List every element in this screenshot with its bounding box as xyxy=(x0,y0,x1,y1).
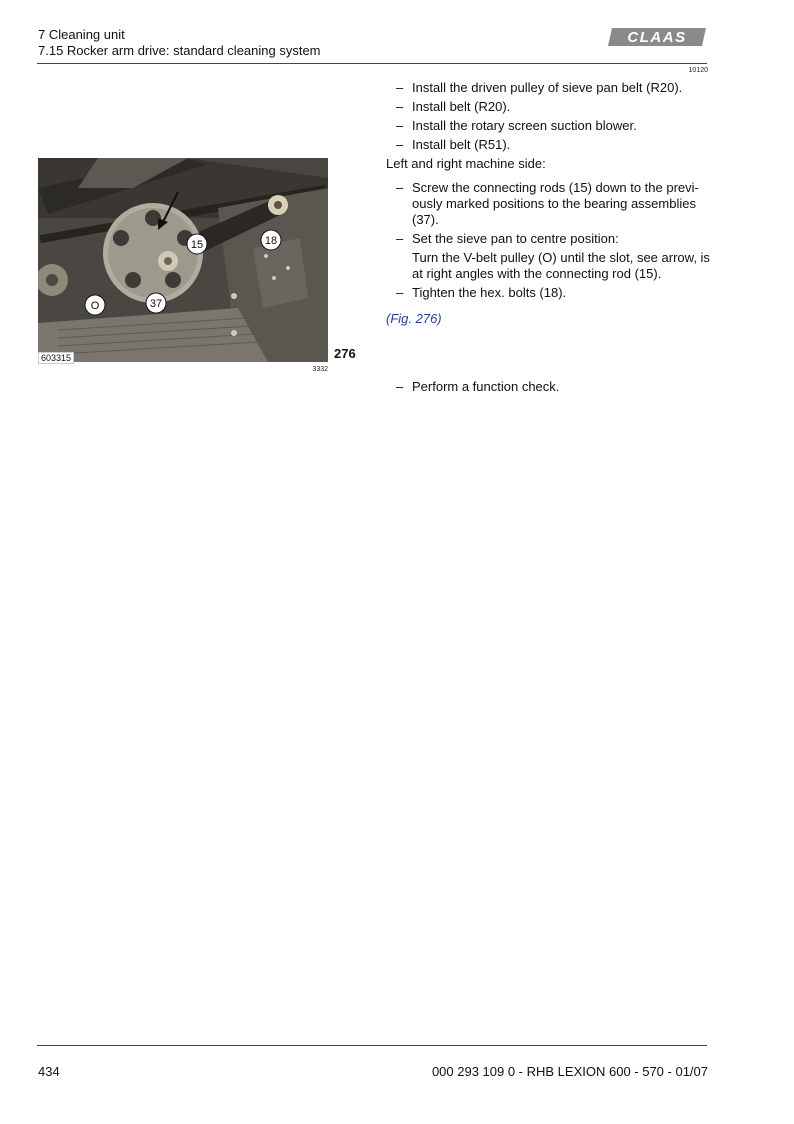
step-item xyxy=(386,80,711,96)
step-text: Set the sieve pan to centre position: xyxy=(412,231,619,246)
callout-37 xyxy=(146,293,166,313)
step-dash: – xyxy=(396,231,404,246)
footer-rule xyxy=(37,1045,707,1046)
step-item xyxy=(386,379,711,395)
step-dash: – xyxy=(396,180,404,195)
page-number: 434 xyxy=(38,1064,60,1079)
figure-photo xyxy=(38,158,328,362)
callout-O xyxy=(85,295,105,315)
callout-37-label: 37 xyxy=(149,298,163,310)
step-text: Perform a function check. xyxy=(412,379,560,394)
step-dash: – xyxy=(396,285,404,300)
header-rule xyxy=(37,63,707,64)
step-dash: – xyxy=(396,99,404,114)
step-item xyxy=(386,180,711,228)
callout-18-label: 18 xyxy=(264,235,278,247)
step-dash: – xyxy=(396,379,404,394)
step-dash: – xyxy=(396,118,404,133)
step-item xyxy=(386,118,711,134)
step-dash: – xyxy=(396,80,404,95)
step-text: Install the driven pulley of sieve pan belt (R20). xyxy=(412,80,683,95)
side-heading: Left and right machine side: xyxy=(386,156,546,171)
photo-id: 603315 xyxy=(38,352,74,364)
step-text: Tighten the hex. bolts (18). xyxy=(412,285,567,300)
step-item xyxy=(386,99,711,115)
instructions xyxy=(386,80,711,398)
callout-O-label: O xyxy=(90,300,100,312)
step-item xyxy=(386,231,711,247)
document-reference: 000 293 109 0 - RHB LEXION 600 - 570 - 01/07 xyxy=(431,1064,708,1079)
step-dash: – xyxy=(396,137,404,152)
figure-number: 276 xyxy=(334,346,356,361)
figure-sub-code: 3332 xyxy=(312,366,328,373)
step-item xyxy=(386,285,711,301)
logo-text: CLAAS xyxy=(627,29,687,46)
step-continuation: Turn the V-belt pulley (O) until the slot, see arrow, is at right angles with the connecting rod (15). xyxy=(412,250,710,281)
step-text: Install the rotary screen suction blower. xyxy=(412,118,637,133)
step-text: Install belt (R51). xyxy=(412,137,511,152)
callout-18 xyxy=(261,230,281,250)
step-text: Install belt (R20). xyxy=(412,99,511,114)
chapter-title: 7 Cleaning unit xyxy=(38,27,125,42)
section-title: 7.15 Rocker arm drive: standard cleaning system xyxy=(38,43,321,58)
figure-reference-link[interactable]: (Fig. 276) xyxy=(386,311,442,326)
step-item xyxy=(386,137,711,153)
machine-photo-drawing xyxy=(38,158,328,362)
doc-code: 10120 xyxy=(688,67,708,74)
callout-15-label: 15 xyxy=(190,239,204,251)
callout-15 xyxy=(187,234,207,254)
step-text: Screw the connecting rods (15) down to the previ-ously marked positions to the bearing assemblies (37). xyxy=(412,180,699,227)
claas-logo xyxy=(606,26,708,48)
